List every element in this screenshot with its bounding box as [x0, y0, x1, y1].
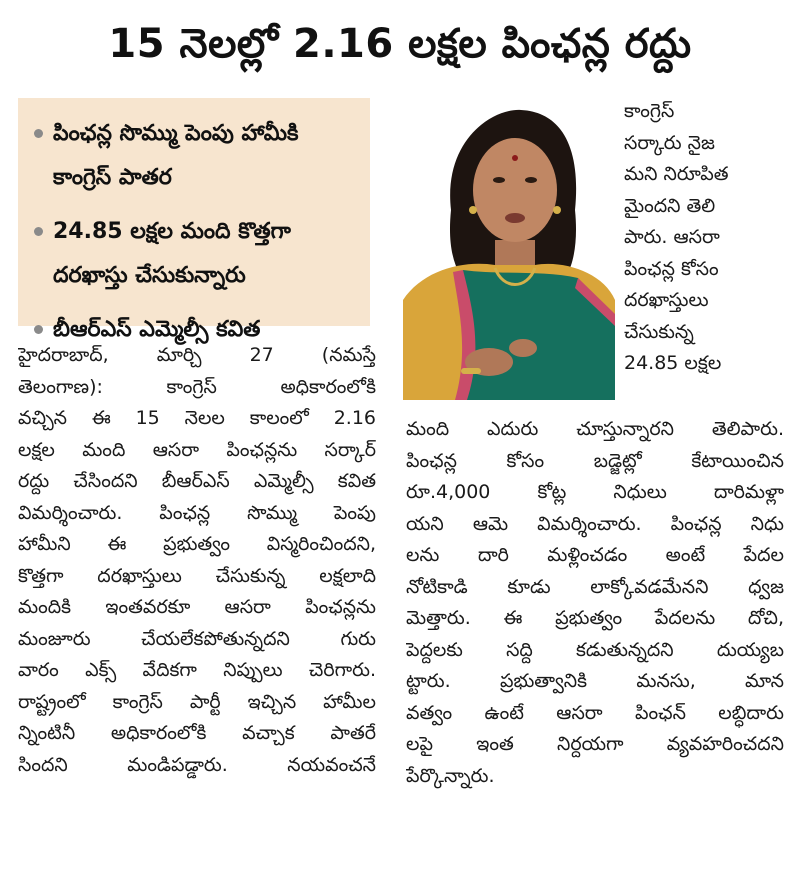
bullet-icon: [34, 325, 43, 334]
paragraph-line: యని ఆమె విమర్శించారు. పింఛన్ల నిధు: [406, 512, 784, 535]
bullet-icon: [34, 227, 43, 236]
highlight-item: [34, 210, 358, 298]
right-narrow-column: [624, 96, 784, 380]
paragraph-line: వత్వం ఉంటే ఆసరా పింఛన్ లబ్ధిదారు: [406, 701, 784, 724]
paragraph-line: విమర్శించారు. పింఛన్ల సొమ్ము పెంపు: [18, 501, 376, 524]
paragraph-line: మందికి ఇంతవరకూ ఆసరా పింఛన్లను: [18, 596, 376, 618]
paragraph-line: దరఖాస్తులు: [624, 289, 709, 311]
paragraph-line: పింఛన్ల కోసం బడ్జెట్లో కేటాయించిన: [406, 449, 784, 472]
paragraph-line: నోటికాడి కూడు లాక్కోవడమేనని ధ్వజ: [406, 575, 784, 598]
paragraph-line: పెద్దలకు సద్ది కడుతున్నదని దుయ్యబ: [406, 638, 784, 661]
paragraph-line: వారం ఎక్స్ వేదికగా నిప్పులు చెరిగారు.: [18, 659, 376, 681]
right-wide-column: [406, 414, 784, 792]
paragraph-line: రద్దు చేసిందని బీఆర్ఎస్ ఎమ్మెల్సీ కవిత: [18, 470, 376, 492]
paragraph-line: మైందని తెలి: [624, 194, 716, 217]
paragraph-line: లక్షల మంది ఆసరా పింఛన్లను సర్కార్: [18, 438, 376, 461]
paragraph-line: మంజూరు చేయలేకపోతున్నదని గురు: [18, 627, 376, 650]
paragraph-line: తెలంగాణ): కాంగ్రెస్ అధికారంలోకి: [18, 375, 376, 398]
paragraph-line: చేసుకున్న: [624, 320, 694, 343]
politician-photo: [403, 100, 615, 400]
paragraph-line: పింఛన్ల కోసం: [624, 257, 719, 280]
paragraph-line: కొత్తగా దరఖాస్తులు చేసుకున్న లక్షలాది: [18, 564, 376, 587]
portrait-image: [403, 100, 615, 400]
paragraph-line: రాష్ట్రంలో కాంగ్రెస్ పార్టీ ఇచ్చిన హామీల: [18, 690, 376, 713]
paragraph-line: హైదరాబాద్, మార్చి 27 (నమస్తే: [18, 344, 376, 366]
paragraph-line: వచ్చిన ఈ 15 నెలల కాలంలో 2.16: [18, 407, 376, 429]
paragraph-line: 24.85 లక్షల: [624, 352, 722, 374]
headline: 15 నెలల్లో 2.16 లక్షల పింఛన్ల రద్దు: [108, 21, 692, 67]
paragraph-line: న్నింటినీ అధికారంలోకి వచ్చాక పాతరే: [18, 722, 376, 744]
paragraph-line: మంది ఎదురు చూస్తున్నారని తెలిపారు.: [406, 418, 784, 440]
paragraph-line: పారు. ఆసరా: [624, 226, 720, 248]
paragraph-line: సర్కారు నైజ: [624, 131, 715, 154]
paragraph-line: రూ.4,000 కోట్ల నిధులు దారిమళ్లా: [406, 481, 784, 503]
paragraph-line: సిందని మండిపడ్డారు. నయవంచనే: [18, 753, 376, 776]
paragraph-line: హామీని ఈ ప్రభుత్వం విస్మరించిందని,: [18, 533, 376, 555]
bullet-icon: [34, 129, 43, 138]
paragraph-line: లపై ఇంత నిర్దయగా వ్యవహరించదని: [406, 733, 784, 755]
paragraph-line: ట్టారు. ప్రభుత్వానికి మనసు, మాన: [406, 670, 784, 692]
left-column: [18, 340, 376, 781]
highlight-item: [34, 112, 358, 200]
paragraph-line: మని నిరూపిత: [624, 163, 729, 185]
highlight-text: బీఆర్ఎస్ ఎమ్మెల్సీ కవిత: [53, 317, 261, 342]
highlights-box: [18, 98, 370, 342]
paragraph-line: మెత్తారు. ఈ ప్రభుత్వం పేదలను దోచి,: [406, 607, 784, 629]
paragraph-line: కాంగ్రెస్: [624, 100, 675, 122]
paragraph-line: పేర్కొన్నారు.: [406, 764, 495, 787]
highlight-text: పింఛన్ల సొమ్ము పెంపు హామీకి కాంగ్రెస్ పాతర: [53, 121, 299, 190]
highlight-text: 24.85 లక్షల మంది కొత్తగా దరఖాస్తు చేసుకున్నారు: [53, 219, 291, 288]
paragraph-line: లను దారి మళ్లించడం అంటే పేదల: [406, 544, 784, 566]
